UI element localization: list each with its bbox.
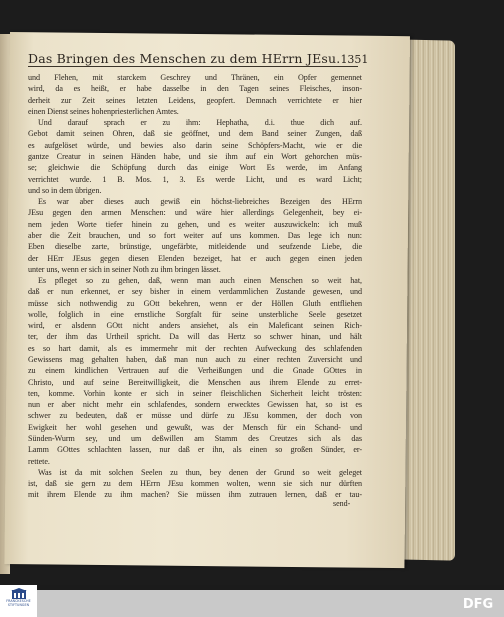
text-line: verrichtet wurde. 1 B. Mos. 1, 3. Es werde Licht, und es ward Licht; xyxy=(28,174,362,184)
text-line: nem jeden Worte tiefer hinein zu gehen, und es weiter auszuwickeln: ich muß xyxy=(28,219,362,229)
text-line: Eben dieselbe zarte, brünstige, ungefärbte, mitleidende und seufzende Liebe, die xyxy=(28,242,362,252)
text-line: wolle, folglich in eine ernstliche Sorgfalt für seine unsterbliche Seele gesetzet xyxy=(28,309,362,319)
text-line: Lamm GOttes schlachten lassen, nur daß er ihn, als einen so großen Sünder, er- xyxy=(28,445,362,455)
text-line: einen Dienst seines hohenpriesterlichen Amtes. xyxy=(28,106,179,116)
text-line: müsse sich nothwendig zu GOtt bekehren, wenn er der Höllen Gluth entfliehen xyxy=(28,298,362,308)
text-line: und so in dem übrigen. xyxy=(28,185,102,195)
catchword: send- xyxy=(333,499,351,508)
text-line: Sünden-Wurm sey, und um deßwillen am Stamm des Creutzes sich als das xyxy=(28,434,362,443)
text-line: unter uns, wenn er sich in seiner Noth zu ihm bringen lässet. xyxy=(28,264,221,274)
text-line: Es war aber dieses auch gewiß ein höchst-liebreiches Bezeigen des HErrn xyxy=(38,197,362,207)
text-line: nun er aber nicht mehr ein schlafendes, sondern erwecktes Gewissen hat, so ist es xyxy=(28,400,362,410)
footer-strip xyxy=(37,590,504,617)
text-line: JEsu gegen den armen Menschen: und wäre hier allerdings Gelegenheit, bey ei- xyxy=(28,208,362,218)
text-line: daß er nun erkennet, er sey bisher in einem verdammlichen Zustande gewesen, und xyxy=(28,287,362,297)
text-line: se; gleichwie die Schöpfung durch das einige Wort Es werde, im Anfang xyxy=(28,163,362,173)
text-line: gantze Creatur in seinen Händen habe, und sie ihm auf ein Wort gehorchen müs- xyxy=(28,151,362,161)
text-line: Was ist da mit solchen Seelen zu thun, bey denen der Grund so weit geleget xyxy=(38,467,362,477)
text-line: Gebot damit seinen Ohren, daß sie geöffnet, und dem Band seiner Zungen, daß xyxy=(28,129,362,139)
text-line: aber die Zeit brauchen, und so fort weiter auf uns kommen. Das lege ich nun: xyxy=(28,230,362,240)
text-line: Und darauf sprach er zu ihm: Hephatha, d.i. thue dich auf. xyxy=(38,118,362,128)
page-number: 1351 xyxy=(340,53,369,66)
text-line: ten, komme. Vorhin konte er sich in seiner fleischlichen Sicherheit leicht trösten: xyxy=(28,388,362,398)
text-line: und Flehen, mit starckem Geschrey und Thränen, ein Opfer gemennet xyxy=(28,73,362,82)
text-line: derheit zur Zeit seines letzten Leidens, geopfert. Demnach verrichtete er hier xyxy=(28,95,362,105)
text-line: ist, daß sie gern zu dem HErrn JEsu kommen wolten, wenn sie sich nur dürften xyxy=(28,479,362,489)
text-line: mit ihrem Elende zu ihm machen? Sie müssen ihm zutrauen lernen, daß er tau- xyxy=(28,490,362,500)
dfg-logo-icon[interactable] xyxy=(460,593,496,613)
text-line: wird, da es heißt, er habe dasselbe in den Tagen seines Fleisches, inson- xyxy=(28,84,362,94)
text-line: schwer zu bedeuten, daß er müsse und dürfe zu JEsu kommen, der doch von xyxy=(28,411,362,421)
text-line: wird, er alsdenn GOtt nicht anders ansiehet, als ein Maleficant seinen Rich- xyxy=(28,321,362,331)
text-line: es aufgelöset würde, und bewies also darin seine Schöpfers-Macht, wie er die xyxy=(28,140,362,150)
text-line: es so hart damit, als es immermehr mit der rechten Aufweckung des schlafenden xyxy=(28,343,362,353)
text-line: der HErr JEsus gegen diesen Elenden bezeiget, hat er auch gegen einen jeden xyxy=(28,253,362,263)
text-line: zu einem kindlichen Vertrauen auf die Verheißungen und die Gnade GOttes in xyxy=(28,366,362,376)
text-line: Gewissens mag gehalten haben, daß man nun auch zu einer rechten Zuversicht und xyxy=(28,355,362,365)
running-title: Das Bringen des Menschen zu dem HErrn JEsu. xyxy=(28,51,341,66)
dfg-logo-text: DFG xyxy=(462,597,494,612)
text-line: ter, der ihm das Urtheil spricht. Da will das Hertz so schwer hinan, und hält xyxy=(28,332,362,342)
text-line: Es pfleget so zu gehen, daß, wenn man auch einen Menschen so weit hat, xyxy=(38,276,362,286)
text-line: Christo, und auf seine Bereitwilligkeit, die Menschen aus ihrem Elende zu erret- xyxy=(28,377,362,387)
library-logo-text: FRANCKESCHE STIFTUNGEN xyxy=(6,599,31,607)
text-line: rettete. xyxy=(28,456,50,466)
library-logo[interactable] xyxy=(0,585,37,617)
text-line: Ewigkeit her wohl gesehen und gewußt, was der Mensch für ein Schand- und xyxy=(28,422,362,432)
page-header xyxy=(28,44,369,67)
body-text xyxy=(28,72,362,501)
